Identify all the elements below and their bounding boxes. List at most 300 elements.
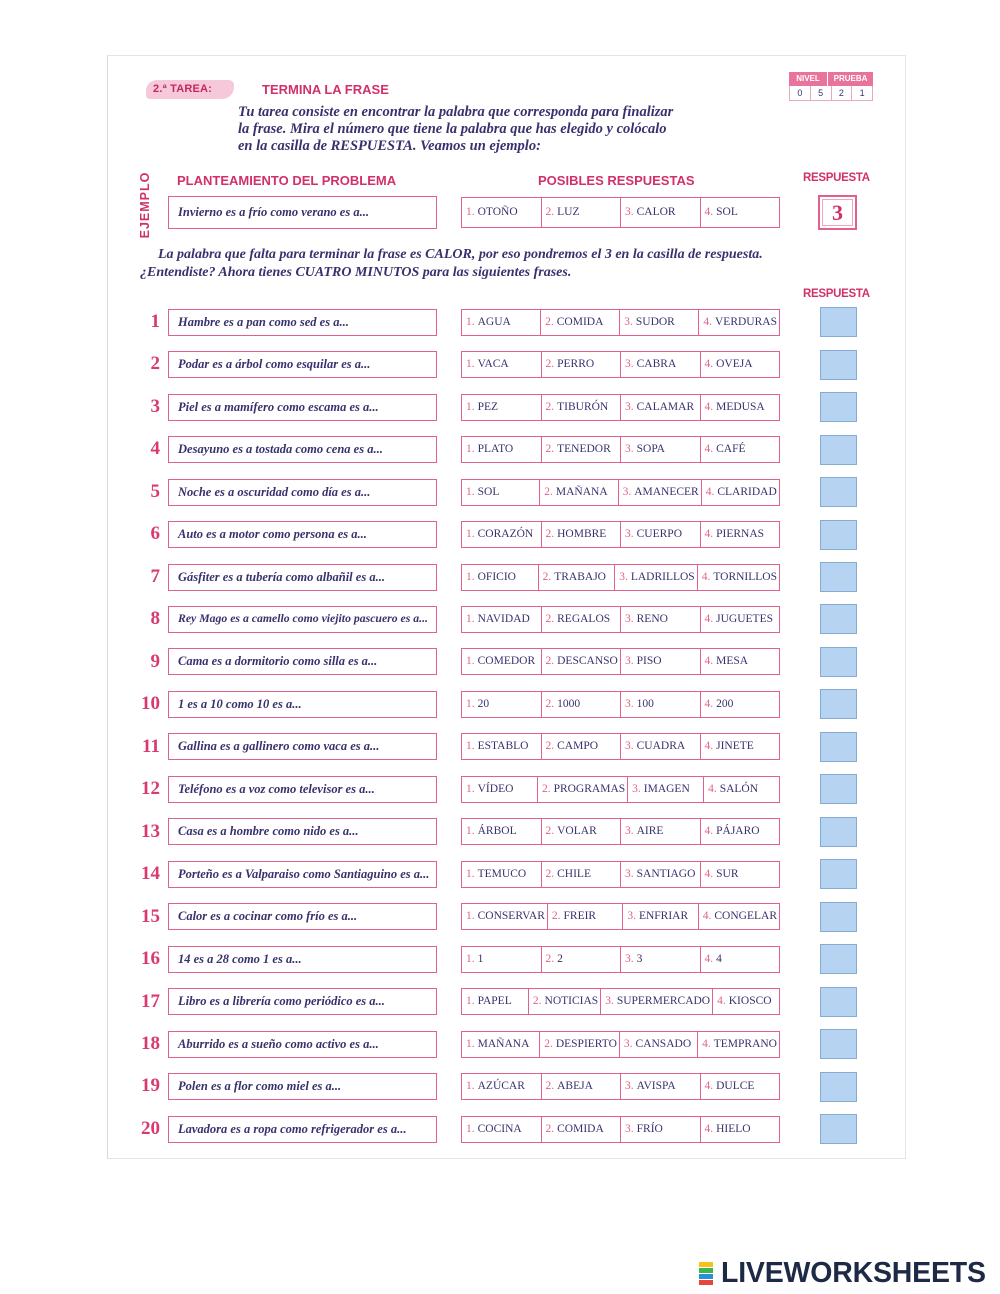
question-box (168, 479, 437, 506)
options-box (461, 946, 780, 973)
option-number: 3. (625, 528, 634, 541)
options-box (461, 733, 780, 760)
answer-input[interactable] (820, 307, 857, 337)
options-box (461, 479, 780, 506)
row-number: 19 (141, 1075, 160, 1097)
option-cell (620, 734, 700, 759)
option-label: COMIDA (556, 315, 604, 328)
option-number: 4. (708, 782, 717, 795)
option-number: 4. (704, 1122, 714, 1135)
question-box (168, 733, 437, 760)
option-label: SOL (477, 485, 500, 498)
option-cell (619, 310, 698, 335)
option-label: VERDURAS (715, 315, 777, 328)
answer-input[interactable] (820, 562, 857, 592)
question-row-5 (0, 471, 1000, 513)
question-text: Porteño es a Valparaiso como Santiaguino es a... (178, 866, 430, 881)
level-digit: 0 (790, 86, 811, 100)
option-number: 2. (541, 782, 551, 795)
option-cell (698, 904, 779, 929)
option-cell (462, 352, 541, 377)
question-row-20 (0, 1108, 1000, 1150)
question-text: Desayuno es a tostada como cena es a... (178, 442, 383, 457)
option-label: CONGELAR (714, 910, 777, 923)
question-box (168, 394, 437, 421)
option-cell (700, 522, 780, 547)
answer-input[interactable] (820, 520, 857, 550)
instructions-line: la frase. Mira el número que tiene la palabra que has elegido y colócalo (238, 121, 667, 137)
question-text: 1 es a 10 como 10 es a... (178, 696, 302, 711)
option-number: 2. (545, 697, 555, 710)
option-cell (541, 862, 621, 887)
option-number: 4. (702, 1037, 711, 1050)
test-label: PRUEBA (828, 72, 873, 86)
option-cell (541, 198, 621, 227)
answer-input[interactable] (820, 647, 857, 677)
answer-input[interactable] (820, 902, 857, 932)
option-number: 2. (545, 315, 554, 328)
question-box (168, 564, 437, 591)
option-label: CORAZÓN (477, 528, 534, 541)
option-cell (462, 947, 541, 972)
option-number: 1. (466, 1037, 475, 1050)
option-label: PLATO (477, 443, 514, 456)
option-label: CAFÉ (716, 443, 746, 456)
question-box (168, 776, 437, 803)
option-number: 1. (466, 1080, 475, 1093)
option-number: 2. (545, 400, 555, 413)
question-row-19 (0, 1065, 1000, 1107)
options-box (461, 309, 780, 336)
option-label: CALAMAR (636, 400, 695, 413)
answer-input[interactable] (820, 689, 857, 719)
option-label: MAÑANA (555, 485, 608, 498)
answer-input[interactable] (820, 774, 857, 804)
option-cell (700, 198, 780, 227)
option-number: 3. (625, 952, 634, 965)
option-cell (700, 734, 780, 759)
option-number: 1. (466, 782, 475, 795)
task-title: TERMINA LA FRASE (262, 82, 389, 97)
option-cell (620, 649, 700, 674)
option-number: 2. (544, 485, 553, 498)
option-number: 2. (551, 910, 561, 923)
option-cell (627, 777, 703, 802)
option-cell (541, 395, 621, 420)
option-number: 4. (704, 697, 714, 710)
option-cell (541, 1074, 621, 1099)
option-number: 3. (622, 485, 632, 498)
question-row-6 (0, 513, 1000, 555)
instructions-line: Tu tarea consiste en encontrar la palabra que corresponda para finalizar (238, 104, 674, 120)
option-label: SUR (716, 867, 739, 880)
options-box (461, 776, 780, 803)
option-cell (462, 310, 540, 335)
question-text: Gallina es a gallinero como vaca es a... (178, 739, 380, 754)
question-box (168, 436, 437, 463)
option-number: 4. (704, 528, 714, 541)
option-cell (620, 947, 700, 972)
option-label: ESTABLO (477, 740, 529, 753)
level-digit: 5 (811, 86, 832, 100)
option-number: 3. (625, 867, 634, 880)
answer-input[interactable] (820, 435, 857, 465)
options-box (461, 564, 780, 591)
option-label: AIRE (636, 825, 664, 838)
explanation-line: La palabra que falta para terminar la frase es CALOR, por eso pondremos el 3 en la casilla de respuesta. (158, 247, 763, 262)
option-number: 3. (605, 995, 614, 1008)
option-number: 4. (705, 485, 715, 498)
row-number: 12 (141, 778, 160, 800)
option-label: COMIDA (557, 1122, 604, 1135)
row-number: 4 (150, 438, 160, 460)
option-number: 4. (704, 443, 714, 456)
row-number: 13 (141, 820, 160, 842)
option-cell (541, 947, 621, 972)
answer-input[interactable] (820, 1072, 857, 1102)
option-label: CONSERVAR (477, 910, 545, 923)
option-number: 1. (466, 443, 475, 456)
option-number: 3. (625, 206, 634, 218)
question-row-11 (0, 726, 1000, 768)
option-number: 1. (466, 612, 475, 625)
option-number: 2. (542, 570, 552, 583)
question-text: Piel es a mamífero como escama es a... (178, 399, 379, 414)
option-cell (700, 819, 780, 844)
option-cell (700, 649, 780, 674)
question-text: Aburrido es a sueño como activo es a... (178, 1036, 379, 1051)
options-box (461, 988, 780, 1015)
option-number: 1. (466, 825, 475, 838)
example-label: EJEMPLO (138, 171, 152, 239)
options-box (461, 648, 780, 675)
option-label: TORNILLOS (713, 570, 778, 583)
option-number: 3. (625, 1122, 634, 1135)
answer-input[interactable] (820, 732, 857, 762)
option-number: 4. (701, 570, 711, 583)
option-number: 1. (466, 485, 475, 498)
liveworksheets-logo-icon (699, 1262, 713, 1286)
answer-input[interactable] (820, 1114, 857, 1144)
option-number: 4. (704, 400, 714, 413)
option-label: TIBURÓN (557, 400, 609, 413)
option-label: 3 (636, 952, 643, 965)
example-question-text: Invierno es a frío como verano es a... (178, 205, 369, 219)
question-text: Gásfiter es a tubería como albañil es a... (178, 569, 385, 584)
option-number: 1. (466, 1122, 475, 1135)
row-number: 2 (150, 353, 160, 375)
option-label: FRÍO (636, 1122, 663, 1135)
option-cell (697, 565, 779, 590)
option-cell (541, 352, 621, 377)
option-number: 2. (545, 1122, 555, 1135)
instructions (238, 104, 673, 155)
question-box (168, 1031, 437, 1058)
option-number: 2. (545, 528, 555, 541)
option-cell (700, 692, 780, 717)
option-label: CHILE (557, 867, 591, 880)
question-text: Lavadora es a ropa como refrigerador es a... (178, 1121, 407, 1136)
option-label: LADRILLOS (630, 570, 695, 583)
question-list (0, 301, 1000, 1161)
question-row-18 (0, 1023, 1000, 1065)
answer-input[interactable] (820, 987, 857, 1017)
option-cell (619, 1032, 697, 1057)
option-cell (620, 1117, 700, 1142)
option-number: 2. (545, 825, 555, 838)
question-box (168, 691, 437, 718)
row-number: 3 (150, 395, 160, 417)
explanation (140, 246, 763, 282)
option-number: 3. (625, 697, 634, 710)
option-number: 4. (702, 910, 712, 923)
level-test-header (789, 72, 873, 86)
option-label: REGALOS (557, 612, 611, 625)
option-cell (700, 607, 780, 632)
option-cell (620, 607, 700, 632)
row-number: 14 (141, 863, 160, 885)
example-options-box (461, 197, 780, 228)
option-number: 2. (545, 206, 555, 218)
option-cell (541, 1117, 621, 1142)
options-box (461, 818, 780, 845)
option-cell (712, 989, 779, 1014)
option-number: 4. (704, 612, 714, 625)
option-number: 3. (623, 1037, 633, 1050)
row-number: 11 (142, 735, 160, 757)
question-row-8 (0, 598, 1000, 640)
option-number: 2. (532, 995, 542, 1008)
options-box (461, 903, 780, 930)
option-cell (700, 947, 780, 972)
level-test-box (789, 72, 873, 102)
question-box (168, 309, 437, 336)
question-row-13 (0, 811, 1000, 853)
test-digit: 1 (859, 88, 865, 98)
option-number: 3. (625, 655, 634, 668)
option-label: TRABAJO (554, 570, 606, 583)
row-number: 18 (141, 1032, 160, 1054)
option-number: 1. (466, 995, 475, 1008)
row-number: 17 (141, 990, 160, 1012)
option-number: 1. (466, 358, 475, 371)
option-cell (462, 395, 541, 420)
example-question-box (168, 196, 437, 229)
option-label: 1 (477, 952, 484, 965)
answer-input[interactable] (820, 604, 857, 634)
option-number: 4. (717, 995, 726, 1008)
option-cell (462, 565, 538, 590)
option-number: 1. (466, 910, 475, 923)
option-cell (538, 565, 615, 590)
question-row-10 (0, 683, 1000, 725)
answer-input[interactable] (820, 859, 857, 889)
option-number: 1. (466, 740, 475, 753)
option-number: 2. (545, 867, 555, 880)
option-cell (620, 352, 700, 377)
option-number: 2. (545, 443, 555, 456)
options-box (461, 1031, 780, 1058)
option-label: MEDUSA (716, 400, 765, 413)
row-number: 20 (141, 1117, 160, 1139)
option-label: IMAGEN (643, 782, 690, 795)
row-number: 1 (150, 311, 160, 332)
option-cell (462, 607, 541, 632)
option-cell (620, 862, 700, 887)
options-box (461, 394, 780, 421)
options-box (461, 351, 780, 378)
liveworksheets-logo: LIVEWORKSHEETS (721, 1257, 986, 1289)
options-header: POSIBLES RESPUESTAS (538, 173, 695, 188)
question-box (168, 521, 437, 548)
option-number: 3. (625, 400, 634, 413)
option-cell (700, 1074, 780, 1099)
answer-input[interactable] (820, 1029, 857, 1059)
option-label: JINETE (716, 740, 754, 753)
question-box (168, 988, 437, 1015)
answer-input[interactable] (820, 350, 857, 380)
option-label: LUZ (557, 206, 580, 218)
option-label: VACA (477, 358, 509, 371)
option-number: 4. (704, 206, 714, 218)
option-label: PISO (636, 655, 662, 668)
question-row-14 (0, 853, 1000, 895)
row-number: 10 (141, 693, 160, 715)
option-cell (541, 692, 621, 717)
option-cell (541, 607, 621, 632)
option-label: MAÑANA (477, 1037, 530, 1050)
question-box (168, 648, 437, 675)
option-label: PERRO (557, 358, 595, 371)
option-cell (462, 989, 528, 1014)
row-number: 9 (150, 650, 160, 672)
option-number: 1. (466, 570, 475, 583)
level-label: NIVEL (789, 72, 828, 86)
option-cell (541, 437, 621, 462)
question-text: Casa es a hombre como nido es a... (178, 824, 359, 839)
option-number: 4. (703, 315, 712, 328)
option-label: PEZ (477, 400, 499, 413)
option-label: CANSADO (635, 1037, 692, 1050)
option-number: 4. (704, 358, 714, 371)
option-label: CALOR (636, 206, 676, 218)
option-label: ENFRIAR (638, 910, 689, 923)
option-label: NOTICIAS (544, 995, 599, 1008)
option-cell (462, 1074, 541, 1099)
question-row-9 (0, 641, 1000, 683)
option-label: SANTIAGO (636, 867, 696, 880)
option-cell (462, 480, 539, 505)
option-label: 4 (716, 952, 722, 965)
options-box (461, 691, 780, 718)
option-label: 100 (636, 697, 654, 710)
question-row-7 (0, 556, 1000, 598)
option-label: CUERPO (636, 528, 682, 541)
question-row-1 (0, 301, 1000, 343)
question-box (168, 1073, 437, 1100)
option-cell (700, 1117, 780, 1142)
option-cell (462, 1032, 539, 1057)
option-label: ÁRBOL (477, 825, 517, 838)
option-cell (701, 480, 779, 505)
option-number: 3. (627, 910, 636, 923)
row-number: 6 (150, 523, 160, 545)
question-row-15 (0, 896, 1000, 938)
option-cell (600, 989, 712, 1014)
option-label: AZÚCAR (477, 1080, 525, 1093)
option-cell (462, 904, 547, 929)
answer-input[interactable] (820, 817, 857, 847)
option-number: 4. (704, 952, 714, 965)
option-label: SUDOR (635, 315, 675, 328)
question-text: Libro es a librería como periódico es a... (178, 994, 385, 1009)
option-label: CLARIDAD (717, 485, 777, 498)
option-number: 2. (545, 740, 555, 753)
question-row-12 (0, 768, 1000, 810)
option-cell (462, 819, 541, 844)
instructions-line: en la casilla de RESPUESTA. Veamos un ejemplo: (238, 138, 541, 154)
option-label: 1000 (557, 697, 581, 710)
option-number: 2. (545, 1080, 555, 1093)
option-number: 2. (544, 1037, 553, 1050)
option-label: OTOÑO (477, 206, 518, 218)
question-text: Cama es a dormitorio como silla es a... (178, 654, 378, 669)
question-box (168, 903, 437, 930)
row-number: 15 (141, 905, 160, 927)
option-number: 4. (704, 740, 714, 753)
question-row-17 (0, 981, 1000, 1023)
question-text: Noche es a oscuridad como día es a... (178, 484, 371, 499)
option-cell (620, 395, 700, 420)
option-cell (540, 310, 619, 335)
option-cell (541, 819, 621, 844)
row-number: 5 (150, 480, 160, 502)
option-cell (462, 777, 537, 802)
option-label: MESA (716, 655, 749, 668)
option-cell (700, 395, 780, 420)
answer-input[interactable] (820, 944, 857, 974)
option-label: TEMUCO (477, 867, 527, 880)
option-cell (541, 649, 621, 674)
option-label: SOPA (636, 443, 665, 456)
option-cell (620, 1074, 700, 1099)
option-cell (462, 649, 541, 674)
problem-header: PLANTEAMIENTO DEL PROBLEMA (177, 173, 397, 188)
option-label: HIELO (716, 1122, 751, 1135)
option-cell (622, 904, 697, 929)
option-label: DESCANSO (557, 655, 618, 668)
option-label: PÁJARO (716, 825, 760, 838)
option-cell (539, 480, 617, 505)
question-row-16 (0, 938, 1000, 980)
task-badge: 2.ª TAREA: (153, 83, 213, 95)
option-label: SOL (716, 206, 738, 218)
question-row-3 (0, 386, 1000, 428)
option-label: TEMPRANO (713, 1037, 777, 1050)
question-text: Auto es a motor como persona es a... (178, 527, 367, 542)
level-test-digits (789, 86, 873, 101)
option-cell (547, 904, 622, 929)
answer-input[interactable] (820, 392, 857, 422)
answer-input[interactable] (820, 477, 857, 507)
option-label: NAVIDAD (477, 612, 530, 625)
question-text: Podar es a árbol como esquilar es a... (178, 357, 371, 372)
answer-header: RESPUESTA (803, 172, 870, 184)
option-cell (541, 522, 621, 547)
option-label: SUPERMERCADO (616, 995, 711, 1008)
question-box (168, 946, 437, 973)
option-cell (620, 198, 700, 227)
